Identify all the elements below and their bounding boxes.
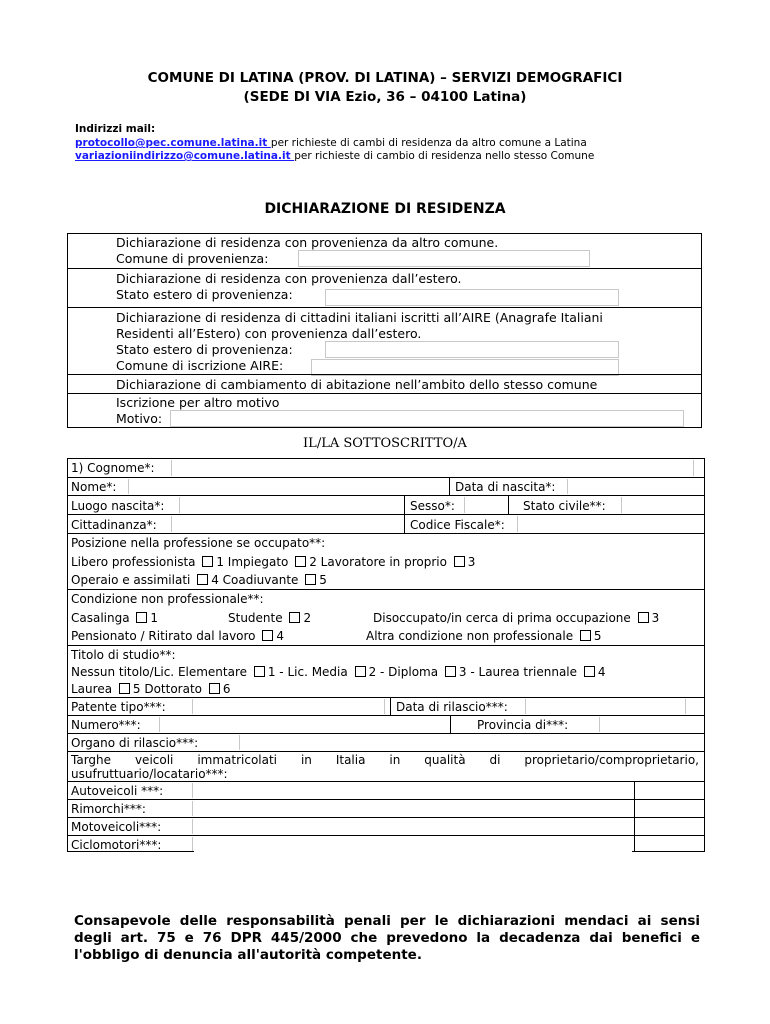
data-nascita-input[interactable] [569,478,703,495]
autoveicoli-label: Autoveicoli ***: [71,784,164,798]
codice-fiscale-input[interactable] [519,515,703,532]
pensionato-checkbox[interactable] [262,630,273,641]
lavoratore-in-proprio-checkbox[interactable] [454,556,465,567]
laurea-checkbox[interactable] [119,683,130,694]
veicoli-intro-word: in [389,753,401,767]
altra-condizione-checkbox[interactable] [580,630,591,641]
declaration-row-stesso-comune[interactable] [68,374,701,393]
patente-tipo-input[interactable] [194,698,382,715]
aire-comune-label: Comune di iscrizione AIRE: [116,358,284,373]
stato-civile-input[interactable] [623,496,703,513]
motoveicoli-row [68,817,704,835]
veicoli-intro-word: qualità [424,753,466,767]
studio-line-1: Nessun titolo/Lic. Elementare 1 - Lic. Media 2 - Diploma 3 - Laurea triennale 4 [71,665,606,679]
ciclomotori-input[interactable] [194,836,632,853]
disoccupato-option: Disoccupato/in cerca di prima occupazione 3 [373,611,660,625]
diploma-checkbox[interactable] [445,666,456,677]
autoveicoli-row [68,781,704,799]
ciclomotori-label: Ciclomotori***: [71,838,162,852]
patente-tipo-label: Patente tipo***: [71,700,166,714]
luogo-nascita-label: Luogo nascita*: [71,499,165,513]
studente-checkbox[interactable] [289,612,300,623]
cognome-input[interactable] [173,459,691,476]
declaration-row-altro-comune[interactable] [68,234,701,268]
veicoli-intro-word: proprietario/comproprietario, [524,753,699,767]
aire-stato-estero-label: Stato estero di provenienza: [116,342,293,357]
professione-line-2: Operaio e assimilati 4 Coadiuvante 5 [71,573,327,587]
data-rilascio-label: Data di rilascio***: [396,700,508,714]
variazioni-email-link[interactable]: variazioniindirizzo@comune.latina.it [75,150,295,162]
cittadinanza-label: Cittadinanza*: [71,518,157,532]
declaration-aire-label-cont: Residenti all’Estero) con provenienza dall’estero. [116,326,422,341]
motivo-input[interactable] [170,410,684,427]
office-title: COMUNE DI LATINA (PROV. DI LATINA) – SERVIZI DEMOGRAFICI [147,70,623,86]
professione-title: Posizione nella professione se occupato**: [71,536,326,550]
declaration-estero-label: Dichiarazione di residenza con provenienza dall’estero. [116,271,462,286]
form-title: DICHIARAZIONE DI RESIDENZA [264,201,506,217]
numero-input[interactable] [161,716,448,733]
rimorchi-label: Rimorchi***: [71,802,146,816]
studio-line-2: Laurea 5 Dottorato 6 [71,682,231,696]
nome-label: Nome*: [71,480,117,494]
stato-estero-input[interactable] [325,289,619,306]
pec-note: per richieste di cambi di residenza da altro comune a Latina [270,137,587,149]
cittadinanza-row [68,514,704,533]
motivo-label: Motivo: [116,411,163,426]
data-nascita-label: Data di nascita*: [455,480,556,494]
impiegato-checkbox[interactable] [295,556,306,567]
organo-label: Organo di rilascio***: [71,736,199,750]
pensionato-option: Pensionato / Ritirato dal lavoro 4 [71,629,284,643]
aire-stato-estero-input[interactable] [325,341,619,358]
organo-input[interactable] [241,734,703,751]
altra-condizione-option: Altra condizione non professionale 5 [366,629,602,643]
operaio-checkbox[interactable] [197,574,208,585]
professione-line-1: Libero professionista 1 Impiegato 2 Lavoratore in proprio 3 [71,555,476,569]
sesso-input[interactable] [466,496,506,513]
dottorato-checkbox[interactable] [209,683,220,694]
studio-title: Titolo di studio**: [71,648,176,662]
subscriber-title: IL/LA SOTTOSCRITTO/A [303,436,467,451]
personal-data-grid [67,458,705,852]
licenza-media-checkbox[interactable] [355,666,366,677]
veicoli-intro-word: veicoli [134,753,174,767]
comune-provenienza-input[interactable] [298,250,590,267]
luogo-row [68,495,704,514]
veicoli-intro-word: di [489,753,501,767]
pec-email-link[interactable]: protocollo@pec.comune.latina.it [75,137,271,149]
declaration-altro-motivo-label: Iscrizione per altro motivo [116,395,280,410]
variazioni-note: per richieste di cambio di residenza nello stesso Comune [294,150,595,162]
motoveicoli-input[interactable] [194,818,632,835]
veicoli-intro-word: in [300,753,312,767]
studente-option: Studente 2 [228,611,312,625]
data-rilascio-input[interactable] [527,698,683,715]
veicoli-intro-line-2: usufruttuario/locatario***: [71,767,228,781]
nome-row [68,477,704,495]
provincia-input[interactable] [601,716,703,733]
luogo-nascita-input[interactable] [181,496,403,513]
codice-fiscale-label: Codice Fiscale*: [410,518,505,532]
autoveicoli-input[interactable] [194,782,632,799]
numero-row [68,715,704,733]
coadiuvante-checkbox[interactable] [305,574,316,585]
legal-disclaimer: Consapevole delle responsabilità penali per le dichiarazioni mendaci ai sensi degli art. 75 e 76 DPR 445/2000 che prevedono la decadenza dai benefici e l'obbligo di denuncia all'autorità competente. [74,913,700,963]
studio-section [68,645,704,697]
mail-label: Indirizzi mail: [75,123,156,135]
rimorchi-row [68,799,704,817]
declaration-types-box [67,233,702,428]
declaration-stesso-comune-label: Dichiarazione di cambiamento di abitazione nell’ambito dello stesso comune [116,377,598,392]
declaration-row-aire[interactable] [68,307,701,374]
organo-row [68,733,704,751]
numero-label: Numero***: [71,718,141,732]
sesso-label: Sesso*: [410,499,455,513]
cittadinanza-input[interactable] [173,515,403,532]
veicoli-intro-word: Italia [335,753,366,767]
office-address: (SEDE DI VIA Ezio, 36 – 04100 Latina) [243,89,527,105]
motoveicoli-label: Motoveicoli***: [71,820,162,834]
veicoli-intro-line-1 [71,753,699,767]
nessun-titolo-checkbox[interactable] [254,666,265,677]
ciclomotori-row [68,835,704,852]
declaration-row-altro-motivo[interactable] [68,393,701,428]
veicoli-intro [68,751,704,781]
veicoli-intro-word: immatricolati [197,753,278,767]
casalinga-option: Casalinga 1 [71,611,159,625]
patente-row [68,697,704,715]
stato-estero-label: Stato estero di provenienza: [116,287,293,302]
cognome-label: 1) Cognome*: [71,461,155,475]
nome-input[interactable] [130,478,445,495]
comune-provenienza-label: Comune di provenienza: [116,251,269,266]
rimorchi-input[interactable] [194,800,632,817]
variazioni-line [75,150,594,162]
libero-professionista-checkbox[interactable] [202,556,213,567]
laurea-triennale-checkbox[interactable] [584,666,595,677]
veicoli-intro-word: Targhe [71,753,112,767]
provincia-label: Provincia di***: [477,718,569,732]
declaration-row-estero[interactable] [68,268,701,307]
professione-section [68,533,704,589]
pec-line [75,137,587,149]
condizione-section [68,589,704,645]
disoccupato-checkbox[interactable] [638,612,649,623]
declaration-aire-label: Dichiarazione di residenza di cittadini italiani iscritti all’AIRE (Anagrafe Italiani [116,310,603,325]
casalinga-checkbox[interactable] [136,612,147,623]
cognome-row [68,459,704,477]
condizione-title: Condizione non professionale**: [71,592,264,606]
declaration-altro-comune-label: Dichiarazione di residenza con provenienza da altro comune. [116,235,499,250]
stato-civile-label: Stato civile**: [523,499,606,513]
